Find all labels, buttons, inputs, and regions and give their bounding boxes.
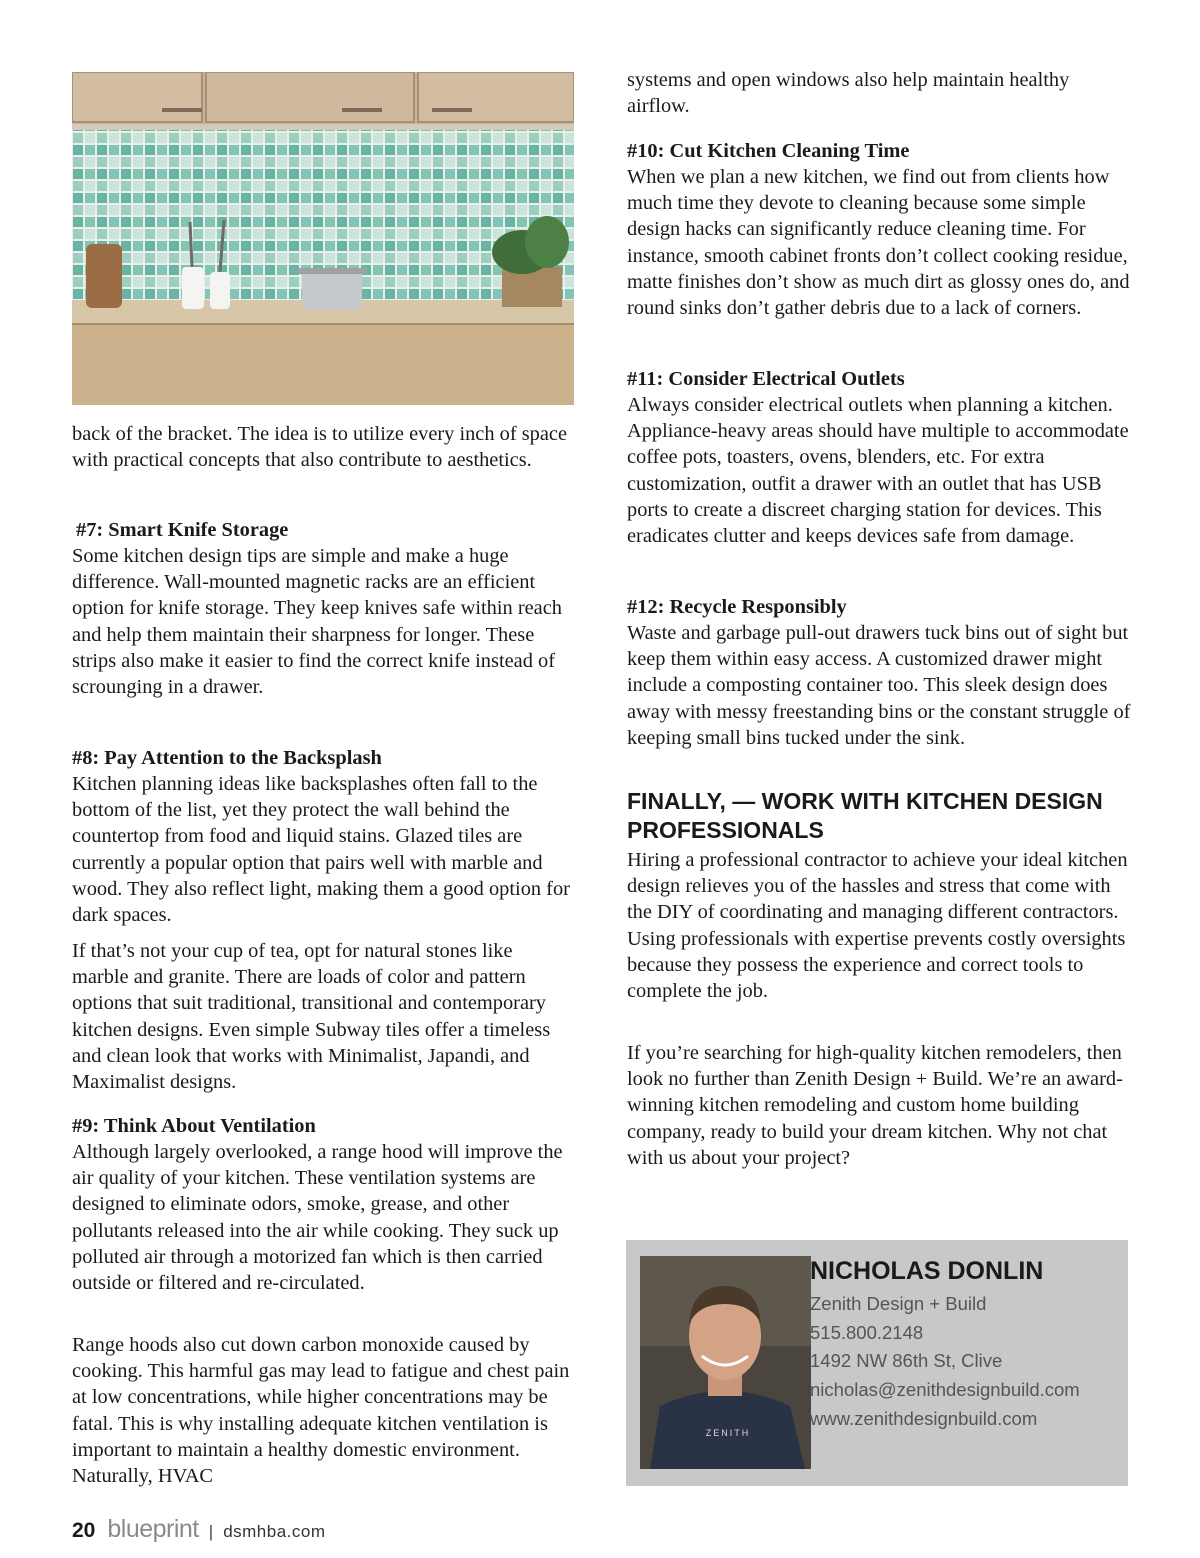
paragraph-final-b: If you’re searching for high-quality kitchen remodelers, then look no further than Zenith Design + Build. We’re an award-winning kitchen remodeling and custom home building company, ready to build your dream kitchen. Why not chat with us about your project? [627,1042,1123,1169]
paragraph-tip-11: Always consider electrical outlets when planning a kitchen. Appliance-heavy areas should have multiple to accommodate coffee pots, toasters, ovens, blenders, etc. For extra customization, outfit a drawer with an outlet that has USB ports to create a discreet charging station for devices. This eradicates clutter and keeps devices safe from damage. [627,394,1129,548]
page-footer [72,1515,326,1544]
author-email[interactable]: nicholas@zenithdesignbuild.com [810,1379,1080,1401]
brand-logo: blueprint [107,1515,199,1543]
paragraph-final-a: Hiring a professional contractor to achieve your ideal kitchen design relieves you of the hassles and stress that come with the DIY of coordinating and managing different contractors. Using professionals with expertise prevents costly oversights because they possess the experience and correct tools to complete the job. [627,849,1128,1003]
kitchen-photo-illustration [72,72,574,405]
paragraph-tip-8b: If that’s not your cup of tea, opt for natural stones like marble and granite. There are loads of color and pattern options that suit traditional, transitional and contemporary kitchen designs. Even simple Subway tiles offer a timeless and clean look that works with Minimalist, Japandi, and Maximalist designs. [72,940,551,1094]
paragraph-tip-12: Waste and garbage pull-out drawers tuck bins out of sight but keep them within easy access. A customized drawer might include a composting container too. This sleek design does away with messy freestanding bins or the constant struggle of keeping small bins tucked under the sink. [627,622,1131,749]
section-headline: FINALLY, — WORK WITH KITCHEN DESIGN PROFESSIONALS [627,788,1103,843]
paragraph-intro: back of the bracket. The idea is to utilize every inch of space with practical concepts that also contribute to aesthetics. [72,423,568,472]
heading-tip-9: #9: Think About Ventilation [72,1115,316,1137]
author-website[interactable]: www.zenithdesignbuild.com [810,1407,1038,1429]
page-number: 20 [72,1519,96,1542]
kitchen-backsplash-photo [72,72,574,405]
author-company: Zenith Design + Build [810,1293,987,1314]
paragraph-tip-9b: Range hoods also cut down carbon monoxide caused by cooking. This harmful gas may lead to fatigue and chest pain at low concentrations, while higher concentrations may be fatal. This is why installing adequate kitchen ventilation is important to maintain a healthy domestic environment. Naturally, HVAC [72,1334,570,1488]
footer-separator: | [208,1522,214,1541]
author-name: NICHOLAS DONLIN [810,1257,1044,1285]
paragraph-tip-7: Some kitchen design tips are simple and make a huge difference. Wall-mounted magnetic racks are an efficient option for knife storage. They keep knives safe within reach and help them maintain their sharpness for longer. These strips also make it easier to find the correct knife instead of scrounging in a drawer. [72,545,562,699]
paragraph-continued: systems and open windows also help maintain healthy airflow. [627,69,1070,118]
shirt-logo: ZENITH [705,1428,751,1438]
author-portrait [640,1256,811,1469]
author-bio-box [626,1240,1128,1486]
paragraph-tip-8a: Kitchen planning ideas like backsplashes often fall to the bottom of the list, yet they protect the wall behind the countertop from food and liquid stains. Glazed tiles are currently a popular option that pairs well with marble and wood. They also reflect light, making them a good option for dark spaces. [72,773,570,927]
heading-tip-10: #10: Cut Kitchen Cleaning Time [627,140,910,162]
heading-tip-12: #12: Recycle Responsibly [627,596,847,618]
author-portrait-illustration [640,1256,811,1469]
paragraph-tip-9a: Although largely overlooked, a range hood will improve the air quality of your kitchen. These ventilation systems are designed to eliminate odors, smoke, grease, and other pollutants released into the air while cooking. They suck up polluted air through a motorized fan which is then carried outside or filtered and re-circulated. [72,1141,563,1295]
heading-tip-11: #11: Consider Electrical Outlets [627,368,905,390]
author-details [810,1256,1080,1434]
paragraph-tip-10: When we plan a new kitchen, we find out from clients how much time they devote to cleaning because some simple design hacks can significantly reduce cleaning time. For instance, smooth cabinet fronts don’t collect cooking residue, matte finishes don’t show as much dirt as glossy ones do, and round sinks don’t gather debris due to a lack of corners. [627,166,1130,320]
heading-tip-7: #7: Smart Knife Storage [76,519,289,541]
heading-tip-8: #8: Pay Attention to the Backsplash [72,747,382,769]
author-address: 1492 NW 86th St, Clive [810,1350,1003,1372]
footer-site[interactable]: dsmhba.com [223,1522,326,1541]
author-phone: 515.800.2148 [810,1321,924,1343]
